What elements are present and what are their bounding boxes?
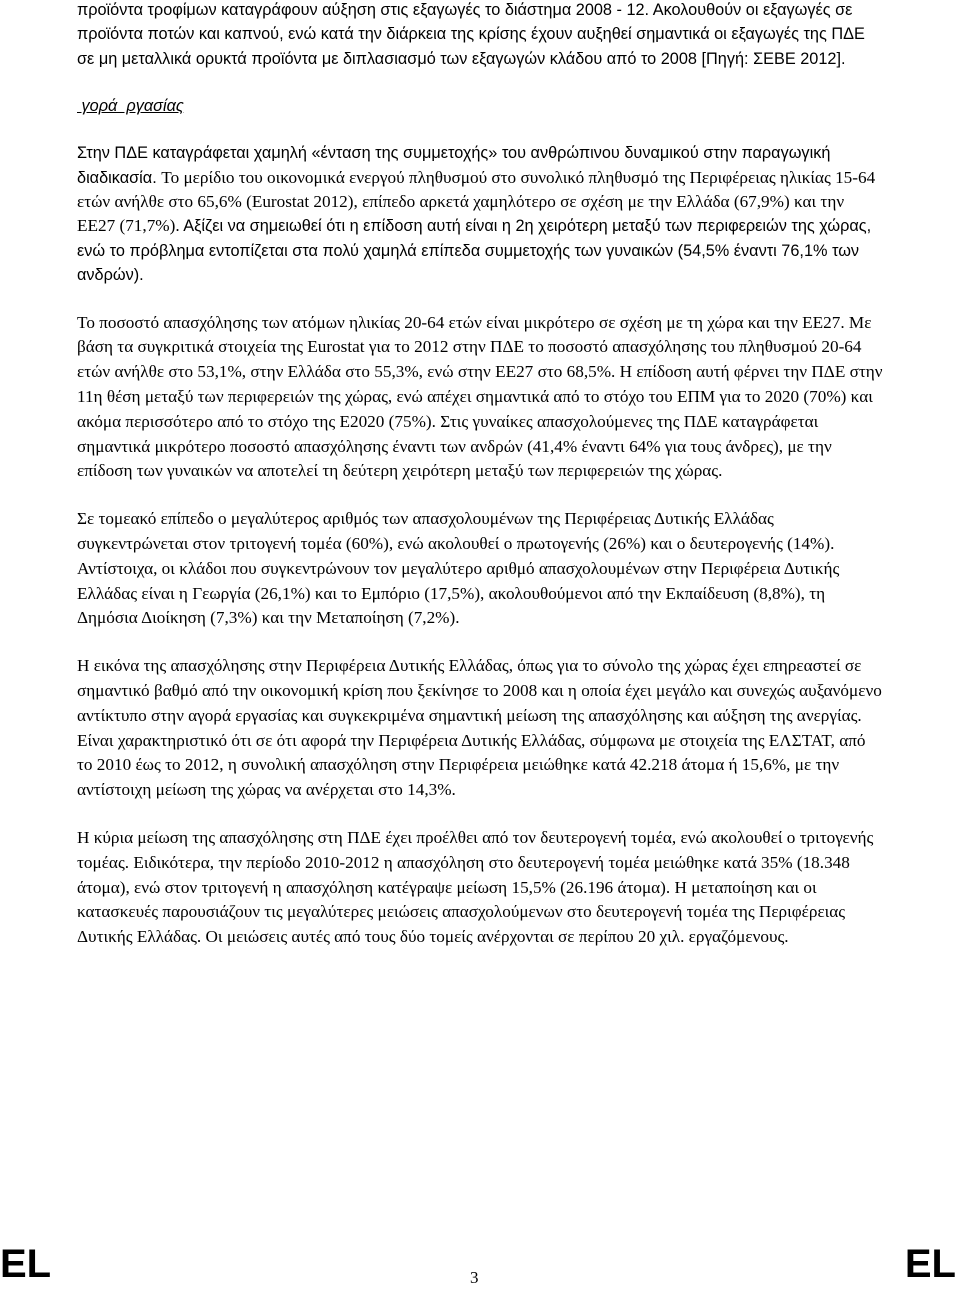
paragraph-part-sans: Στην ΠΔΕ καταγράφεται χαμηλή «ένταση της συμμετοχής» του ανθρώπινου δυναμικού στην παραγωγική διαδικασία. <box>77 144 831 187</box>
paragraph-spacer <box>77 71 885 94</box>
page-number: 3 <box>470 1268 479 1287</box>
paragraph-spacer <box>77 803 885 826</box>
paragraph-spacer <box>77 288 885 311</box>
paragraph-sectoral-employment: Σε τομεακό επίπεδο ο μεγαλύτερος αριθμός των απασχολουμένων της Περιφέρειας Δυτικής Ελλάδας συγκεντρώνεται στον τριτογενή τομέα (60%), ενώ ακολουθεί ο πρωτογενής (26%) και ο δευτερογενής (14%). Αντίστοιχα, οι κλάδοι που συγκεντρώνουν τον μεγαλύτερο αριθμό απασχολουμένων στην Περιφέρεια Δυτικής Ελλάδας είναι η Γεωργία (26,1%) και το Εμπόριο (17,5%), ακολουθούμενοι από την Εκπαίδευση (8,8%), τη Δημόσια Διοίκηση (7,3%) και την Μεταποίηση (7,2%). <box>77 509 840 628</box>
paragraph-sector-decline: Η κύρια μείωση της απασχόλησης στη ΠΔΕ έχει προέλθει από τον δευτερογενή τομέα, ενώ ακολουθεί ο τριτογενής τομέας. Ειδικότερα, την περίοδο 2010-2012 η απασχόληση στο δευτερογενή τομέα μειώθηκε κατά 35% (18.348 άτομα), ενώ στον τριτογενή η απασχόληση κατέγραψε μείωση 15,5% (26.196 άτομα). Η μεταποίηση και οι κατασκευές παρουσιάζουν τις μεγαλύτερες μειώσεις απασχολούμενων στο δευτερογενή τομέα της Περιφέρειας Δυτικής Ελλάδας. Οι μειώσεις αυτές από τους δύο τομείς ανέρχονται σε περίπου 20 χιλ. εργαζόμενους. <box>77 828 874 947</box>
paragraph-exports: προϊόντα τροφίμων καταγράφουν αύξηση στις εξαγωγές το διάστημα 2008 - 12. Ακολουθούν οι εξαγωγές σε προϊόντα ποτών και καπνού, ενώ κατά την διάρκεια της κρίσης έχουν αυξηθεί σημαντικά οι εξαγωγές της ΠΔΕ σε μη μεταλλικά ορυκτά προϊόντα με διπλασιασμό των εξαγωγών κλάδου από το 2008 [Πηγή: ΣΕΒΕ 2012]. <box>77 1 865 68</box>
paragraph-crisis-impact: Η εικόνα της απασχόλησης στην Περιφέρεια Δυτικής Ελλάδας, όπως για το σύνολο της χώρας έχει επηρεαστεί σε σημαντικό βαθμό από την οικονομική κρίση που ξεκίνησε το 2008 και η οποία έχει μεγάλο και συνεχώς αυξανόμενο αντίκτυπο στην αγορά εργασίας και συγκεκριμένα σημαντική μείωση της απασχόλησης και αύξηση της ανεργίας. Είναι χαρακτηριστικό ότι σε ότι αφορά την Περιφέρεια Δυτικής Ελλάδας, σύμφωνα με στοιχεία της ΕΛΣΤΑΤ, από το 2010 έως το 2012, η συνολική απασχόληση στην Περιφέρεια μειώθηκε κατά 42.218 άτομα ή 15,6%, με την αντίστοιχη μείωση της χώρας να ανέρχεται στο 14,3%. <box>77 656 882 800</box>
paragraph-spacer <box>77 484 885 507</box>
paragraph-employment-rate: Το ποσοστό απασχόλησης των ατόμων ηλικίας 20-64 ετών είναι μικρότερο σε σχέση με τη χώρα και την ΕΕ27. Με βάση τα συγκριτικά στοιχεία της Eurostat για το 2012 στην ΠΔΕ το ποσοστό απασχόλησης του πληθυσμού 20-64 ετών ανήλθε στο 53,1%, στην Ελλάδα στο 55,3%, ενώ στην ΕΕ27 στο 68,5%. Η επίδοση αυτή φέρνει την ΠΔΕ στην 11η θέση μεταξύ των περιφερειών της χώρας, ενώ απέχει σημαντικά από το στόχο του ΕΠΜ για το 2020 (70%) και ακόμα περισσότερο από το στόχο της Ε2020 (75%). Στις γυναίκες απασχολούμενες της ΠΔΕ καταγράφεται σημαντικά μικρότερο ποσοστό απασχόλησης έναντι των ανδρών (41,4% έναντι 64% για τους άνδρες), με την επίδοση των γυναικών να αποτελεί τη δεύτερη χειρότερη μεταξύ των περιφερειών της χώρας. <box>77 312 883 481</box>
paragraph-spacer <box>77 631 885 654</box>
paragraph-labour-participation <box>77 141 885 287</box>
section-heading-labour-market: γορά ργασίας <box>77 97 184 116</box>
footer-language-label-right: EL <box>904 1242 956 1286</box>
document-body <box>77 0 885 950</box>
paragraph-spacer <box>77 118 885 141</box>
footer-language-label-left: EL <box>0 1242 52 1286</box>
paragraph-part-serif: Το μερίδιο του οικονομικά ενεργού πληθυσμού στο συνολικό πληθυσμό της Περιφέρειας ηλικίας 15-64 ετών ανήλθε στο 65,6% (Eurostat 2012), επίπεδο αρκετά χαμηλότερο σε σχέση με την Ελλάδα (67,9%) και την ΕΕ27 (71,7%). <box>77 167 876 236</box>
paragraph-part-sans-2: Αξίζει να σημειωθεί ότι η επίδοση αυτή είναι η 2η χειρότερη μεταξύ των περιφερειών της χώρας, ενώ το πρόβλημα εντοπίζεται στα πολύ χαμηλά επίπεδα συμμετοχής των γυναικών (54,5% έναντι 76,1% των ανδρών). <box>77 217 872 285</box>
